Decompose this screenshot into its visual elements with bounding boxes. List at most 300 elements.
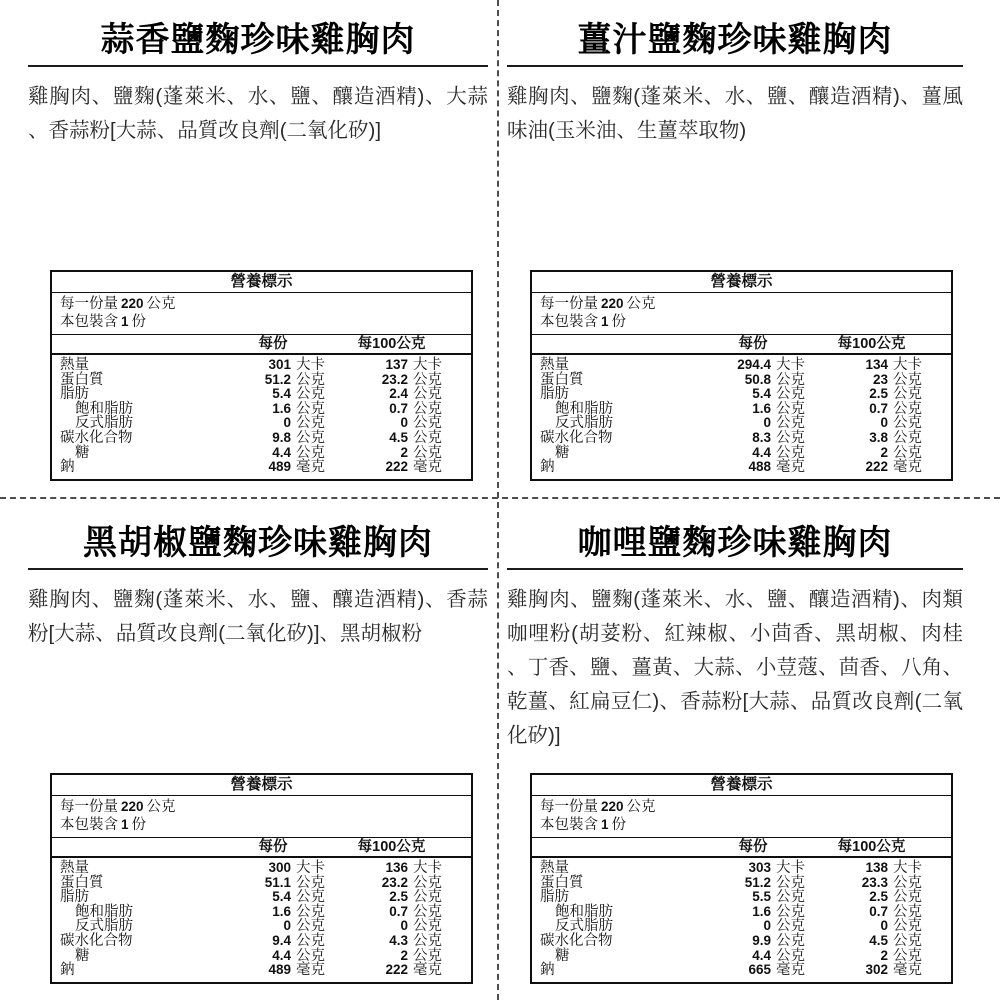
nutrient-label: 糖 — [75, 444, 90, 461]
value-unit: 公克 — [296, 386, 325, 403]
horizontal-divider — [0, 497, 1000, 499]
nutrient-label: 飽和脂肪 — [75, 400, 133, 417]
nutrition-row-calories — [52, 861, 471, 876]
servings-per-pack-unit: 份 — [611, 314, 627, 330]
value-unit: 公克 — [893, 415, 922, 432]
value-unit: 公克 — [776, 947, 805, 964]
value-per-serving — [692, 446, 812, 461]
value-number: 0 — [880, 918, 888, 934]
value-unit: 公克 — [413, 415, 442, 432]
nutrition-row-protein — [52, 876, 471, 891]
value-unit: 公克 — [296, 947, 325, 964]
value-number: 136 — [385, 860, 408, 875]
value-number: 51.1 — [264, 874, 291, 890]
value-number: 0 — [400, 918, 408, 934]
value-number: 138 — [865, 860, 888, 875]
value-number: 23.2 — [381, 371, 408, 387]
nutrition-row-sodium — [532, 963, 951, 978]
value-unit: 公克 — [893, 903, 922, 920]
value-per-100g — [332, 949, 471, 964]
value-per-serving — [212, 460, 332, 475]
value-number: 4.4 — [272, 444, 291, 460]
value-number: 2 — [400, 947, 408, 963]
value-per-serving — [212, 431, 332, 446]
nutrient-label: 蛋白質 — [540, 371, 584, 388]
value-unit: 公克 — [296, 874, 325, 891]
value-unit: 公克 — [413, 889, 442, 906]
value-unit: 公克 — [413, 444, 442, 461]
value-number: 222 — [865, 459, 888, 475]
value-unit: 公克 — [893, 400, 922, 417]
value-number: 303 — [748, 860, 771, 875]
value-unit: 公克 — [296, 903, 325, 920]
value-unit: 公克 — [776, 444, 805, 461]
nutrient-label: 蛋白質 — [60, 874, 104, 891]
value-number: 0 — [763, 918, 771, 934]
value-unit: 公克 — [893, 371, 922, 388]
value-unit: 公克 — [776, 400, 805, 417]
value-number: 9.9 — [752, 932, 771, 948]
value-per-serving — [692, 890, 812, 905]
nutrition-row-trans-fat — [532, 919, 951, 934]
value-unit: 公克 — [893, 386, 922, 403]
value-per-serving — [212, 934, 332, 949]
column-header-per-100g: 每100公克 — [357, 839, 426, 855]
nutrition-row-sugar — [532, 446, 951, 461]
servings-per-pack-line — [540, 816, 951, 834]
nutrient-label: 蛋白質 — [60, 371, 104, 388]
value-number: 0 — [880, 415, 888, 431]
nutrition-row-calories — [52, 358, 471, 373]
nutrition-table — [530, 270, 953, 481]
value-number: 0 — [283, 415, 291, 431]
value-number: 0.7 — [389, 400, 408, 416]
serving-info — [532, 796, 951, 838]
value-number: 23.3 — [861, 874, 888, 890]
value-per-100g — [812, 861, 951, 876]
serving-size-unit: 公克 — [146, 296, 176, 312]
value-unit: 毫克 — [893, 459, 922, 476]
value-unit: 毫克 — [413, 459, 442, 476]
value-per-serving — [692, 416, 812, 431]
nutrition-row-sugar — [52, 446, 471, 461]
value-number: 294.4 — [737, 357, 771, 372]
value-unit: 公克 — [413, 400, 442, 417]
value-unit: 公克 — [296, 932, 325, 949]
servings-per-pack-label: 本包裝含 — [60, 817, 118, 833]
nutrient-label: 反式脂肪 — [75, 918, 133, 935]
product-title: 咖哩鹽麴珍味雞胸肉 — [577, 524, 893, 562]
servings-per-pack-line — [60, 313, 471, 331]
value-unit: 公克 — [893, 429, 922, 446]
nutrition-row-sodium — [532, 460, 951, 475]
nutrient-label: 碳水化合物 — [540, 429, 613, 446]
value-per-serving — [692, 934, 812, 949]
nutrition-row-carbohydrate — [532, 431, 951, 446]
value-number: 51.2 — [744, 874, 771, 890]
serving-size-line — [60, 295, 471, 313]
column-header-per-serving: 每份 — [258, 336, 288, 352]
value-number: 1.6 — [752, 903, 771, 919]
value-per-serving — [212, 373, 332, 388]
value-number: 4.4 — [752, 444, 771, 460]
nutrition-row-protein — [532, 373, 951, 388]
nutrient-label: 碳水化合物 — [60, 429, 133, 446]
value-number: 489 — [268, 962, 291, 978]
value-number: 489 — [268, 459, 291, 475]
value-unit: 公克 — [413, 903, 442, 920]
ingredients-text: 雞胸肉、鹽麴(蓬萊米、水、鹽、釀造酒精)、肉類咖哩粉(胡荽粉、紅辣椒、小茴香、黑胡椒、肉桂、丁香、鹽、薑黃、大蒜、小荳蔻、茴香、八角、乾薑、紅扁豆仁)、香蒜粉[大蒜、品質改良劑(二氧化矽)] — [507, 588, 963, 747]
column-header-spacer — [52, 838, 214, 856]
value-unit: 毫克 — [776, 459, 805, 476]
value-unit: 公克 — [893, 874, 922, 891]
value-number: 488 — [748, 459, 771, 475]
value-per-serving — [212, 890, 332, 905]
column-header-row — [532, 838, 951, 858]
value-unit: 公克 — [893, 444, 922, 461]
value-per-100g — [332, 890, 471, 905]
value-per-100g — [332, 876, 471, 891]
value-unit: 公克 — [296, 371, 325, 388]
nutrient-label: 鈉 — [60, 459, 75, 476]
nutrition-row-carbohydrate — [52, 934, 471, 949]
column-header-row — [52, 335, 471, 355]
nutrition-table-title: 營養標示 — [532, 775, 951, 796]
value-number: 1.6 — [272, 400, 291, 416]
value-unit: 公克 — [413, 386, 442, 403]
product-title: 蒜香鹽麴珍味雞胸肉 — [100, 21, 416, 59]
product-card-content — [0, 523, 497, 651]
nutrition-row-carbohydrate — [52, 431, 471, 446]
value-number: 2 — [880, 947, 888, 963]
serving-size-value: 220 — [121, 799, 144, 814]
nutrition-table — [50, 270, 473, 481]
column-header-per-serving: 每份 — [738, 839, 768, 855]
nutrient-label: 飽和脂肪 — [555, 903, 613, 920]
nutrient-label: 飽和脂肪 — [555, 400, 613, 417]
nutrient-label: 碳水化合物 — [60, 932, 133, 949]
value-per-serving — [692, 876, 812, 891]
value-per-serving — [692, 460, 812, 475]
servings-per-pack-line — [540, 313, 951, 331]
value-number: 4.3 — [389, 932, 408, 948]
product-card-content — [0, 20, 497, 148]
value-number: 4.4 — [272, 947, 291, 963]
value-number: 5.5 — [752, 889, 771, 905]
value-unit: 公克 — [413, 371, 442, 388]
serving-size-unit: 公克 — [626, 296, 656, 312]
nutrition-row-fat — [532, 387, 951, 402]
nutrient-label: 碳水化合物 — [540, 932, 613, 949]
value-per-100g — [332, 919, 471, 934]
column-header-per-100g: 每100公克 — [837, 336, 906, 352]
value-per-serving — [692, 431, 812, 446]
value-per-100g — [812, 446, 951, 461]
value-unit: 公克 — [893, 889, 922, 906]
value-per-100g — [332, 373, 471, 388]
nutrient-label: 脂肪 — [540, 386, 569, 403]
column-header-row — [52, 838, 471, 858]
value-number: 2 — [880, 444, 888, 460]
nutrient-label: 熱量 — [540, 357, 569, 373]
value-unit: 大卡 — [776, 860, 805, 876]
nutrient-label: 糖 — [75, 947, 90, 964]
value-number: 2.5 — [869, 386, 888, 402]
column-header-per-serving: 每份 — [258, 839, 288, 855]
value-per-100g — [812, 387, 951, 402]
value-unit: 公克 — [893, 947, 922, 964]
product-card-ginger — [503, 0, 1000, 497]
nutrition-rows — [52, 355, 471, 479]
servings-per-pack-unit: 份 — [131, 817, 147, 833]
value-number: 9.4 — [272, 932, 291, 948]
serving-size-line — [540, 295, 951, 313]
value-unit: 公克 — [776, 371, 805, 388]
nutrition-row-sodium — [52, 460, 471, 475]
value-unit: 公克 — [413, 932, 442, 949]
nutrient-label: 反式脂肪 — [555, 918, 613, 935]
nutrition-row-trans-fat — [532, 416, 951, 431]
value-unit: 毫克 — [776, 962, 805, 979]
value-per-100g — [332, 861, 471, 876]
nutrient-label: 鈉 — [540, 962, 555, 979]
value-per-serving — [212, 416, 332, 431]
value-unit: 公克 — [296, 918, 325, 935]
value-unit: 公克 — [776, 918, 805, 935]
value-number: 137 — [385, 357, 408, 372]
product-card-garlic — [0, 0, 497, 497]
value-per-100g — [812, 919, 951, 934]
value-per-100g — [332, 416, 471, 431]
servings-per-pack-label: 本包裝含 — [540, 314, 598, 330]
value-per-serving — [692, 949, 812, 964]
value-number: 50.8 — [744, 371, 771, 387]
value-number: 222 — [385, 962, 408, 978]
serving-size-unit: 公克 — [146, 799, 176, 815]
nutrient-label: 糖 — [555, 947, 570, 964]
value-unit: 大卡 — [413, 860, 442, 876]
value-unit: 公克 — [776, 889, 805, 906]
nutrition-table — [50, 773, 473, 984]
value-number: 5.4 — [272, 386, 291, 402]
serving-size-line — [540, 798, 951, 816]
value-per-serving — [212, 963, 332, 978]
column-header-row — [532, 335, 951, 355]
serving-size-line — [60, 798, 471, 816]
value-number: 301 — [268, 357, 291, 372]
value-unit: 大卡 — [413, 357, 442, 373]
value-unit: 公克 — [296, 429, 325, 446]
value-unit: 公克 — [296, 400, 325, 417]
nutrient-label: 熱量 — [540, 860, 569, 876]
title-underline — [28, 568, 488, 570]
value-per-serving — [692, 861, 812, 876]
value-number: 4.5 — [869, 932, 888, 948]
value-per-100g — [332, 905, 471, 920]
value-per-100g — [812, 876, 951, 891]
value-number: 300 — [268, 860, 291, 875]
column-header-spacer — [52, 335, 214, 353]
value-number: 1.6 — [272, 903, 291, 919]
value-unit: 公克 — [776, 932, 805, 949]
nutrition-table-title: 營養標示 — [52, 775, 471, 796]
nutrient-label: 脂肪 — [540, 889, 569, 906]
servings-per-pack-unit: 份 — [131, 314, 147, 330]
serving-size-label: 每一份量 — [60, 296, 118, 312]
value-number: 2 — [400, 444, 408, 460]
value-number: 5.4 — [272, 889, 291, 905]
value-per-serving — [212, 446, 332, 461]
value-per-100g — [812, 905, 951, 920]
value-per-100g — [332, 431, 471, 446]
value-per-serving — [212, 358, 332, 373]
value-number: 1.6 — [752, 400, 771, 416]
nutrient-label: 熱量 — [60, 860, 89, 876]
product-card-curry — [503, 503, 1000, 1000]
value-unit: 公克 — [776, 429, 805, 446]
value-unit: 公克 — [413, 874, 442, 891]
nutrition-row-fat — [532, 890, 951, 905]
value-unit: 公克 — [296, 444, 325, 461]
value-number: 23 — [872, 371, 888, 387]
value-number: 222 — [385, 459, 408, 475]
value-per-100g — [332, 963, 471, 978]
servings-per-pack-label: 本包裝含 — [540, 817, 598, 833]
value-per-100g — [812, 358, 951, 373]
value-number: 8.3 — [752, 429, 771, 445]
value-per-serving — [212, 919, 332, 934]
nutrition-row-trans-fat — [52, 416, 471, 431]
value-number: 3.8 — [869, 429, 888, 445]
value-number: 0.7 — [389, 903, 408, 919]
value-unit: 大卡 — [776, 357, 805, 373]
nutrient-label: 熱量 — [60, 357, 89, 373]
nutrition-rows — [532, 355, 951, 479]
value-number: 0 — [763, 415, 771, 431]
value-unit: 毫克 — [893, 962, 922, 979]
nutrition-row-sugar — [532, 949, 951, 964]
value-per-serving — [212, 387, 332, 402]
value-unit: 公克 — [893, 932, 922, 949]
servings-per-pack-value: 1 — [601, 314, 609, 329]
value-unit: 毫克 — [413, 962, 442, 979]
serving-size-value: 220 — [601, 799, 624, 814]
nutrition-row-fat — [52, 387, 471, 402]
value-per-100g — [812, 949, 951, 964]
value-per-serving — [692, 919, 812, 934]
nutrient-label: 鈉 — [60, 962, 75, 979]
nutrition-row-protein — [52, 373, 471, 388]
value-per-serving — [692, 963, 812, 978]
value-per-100g — [332, 446, 471, 461]
value-unit: 毫克 — [296, 962, 325, 979]
nutrition-row-protein — [532, 876, 951, 891]
value-number: 0 — [400, 415, 408, 431]
value-unit: 公克 — [893, 918, 922, 935]
nutrient-label: 蛋白質 — [540, 874, 584, 891]
value-number: 665 — [748, 962, 771, 978]
product-card-content — [503, 20, 1000, 148]
value-per-100g — [812, 416, 951, 431]
value-unit: 公克 — [296, 889, 325, 906]
nutrition-row-trans-fat — [52, 919, 471, 934]
value-per-100g — [812, 431, 951, 446]
value-per-100g — [332, 402, 471, 417]
value-per-100g — [812, 460, 951, 475]
value-per-100g — [332, 934, 471, 949]
value-number: 5.4 — [752, 386, 771, 402]
value-unit: 大卡 — [296, 860, 325, 876]
value-unit: 毫克 — [296, 459, 325, 476]
value-unit: 公克 — [413, 947, 442, 964]
title-underline — [28, 65, 488, 67]
value-number: 0 — [283, 918, 291, 934]
serving-info — [52, 796, 471, 838]
value-number: 51.2 — [264, 371, 291, 387]
nutrition-table-title: 營養標示 — [532, 272, 951, 293]
serving-size-label: 每一份量 — [60, 799, 118, 815]
serving-size-value: 220 — [601, 296, 624, 311]
value-number: 4.5 — [389, 429, 408, 445]
serving-size-unit: 公克 — [626, 799, 656, 815]
serving-size-label: 每一份量 — [540, 296, 598, 312]
ingredients-text: 雞胸肉、鹽麴(蓬萊米、水、鹽、釀造酒精)、香蒜粉[大蒜、品質改良劑(二氧化矽)]、黑胡椒粉 — [28, 588, 488, 645]
nutrient-label: 鈉 — [540, 459, 555, 476]
product-title: 黑胡椒鹽麴珍味雞胸肉 — [83, 524, 433, 562]
column-header-spacer — [532, 335, 694, 353]
nutrition-table — [530, 773, 953, 984]
value-number: 9.8 — [272, 429, 291, 445]
value-per-100g — [332, 387, 471, 402]
column-header-per-serving: 每份 — [738, 336, 768, 352]
value-per-serving — [692, 387, 812, 402]
nutrient-label: 脂肪 — [60, 386, 89, 403]
value-unit: 大卡 — [893, 357, 922, 373]
servings-per-pack-value: 1 — [121, 314, 129, 329]
nutrition-table-title: 營養標示 — [52, 272, 471, 293]
value-per-100g — [812, 934, 951, 949]
value-per-100g — [332, 460, 471, 475]
value-unit: 公克 — [776, 874, 805, 891]
nutrition-row-carbohydrate — [532, 934, 951, 949]
nutrition-row-sodium — [52, 963, 471, 978]
value-unit: 公克 — [776, 903, 805, 920]
product-card-content — [503, 523, 1000, 753]
value-unit: 大卡 — [296, 357, 325, 373]
serving-size-label: 每一份量 — [540, 799, 598, 815]
product-card-black-pepper — [0, 503, 497, 1000]
servings-per-pack-value: 1 — [121, 817, 129, 832]
value-per-100g — [812, 373, 951, 388]
column-header-spacer — [532, 838, 694, 856]
value-per-serving — [692, 373, 812, 388]
value-per-serving — [692, 358, 812, 373]
value-number: 134 — [865, 357, 888, 372]
value-number: 0.7 — [869, 903, 888, 919]
servings-per-pack-label: 本包裝含 — [60, 314, 118, 330]
serving-info — [532, 293, 951, 335]
serving-size-value: 220 — [121, 296, 144, 311]
column-header-per-100g: 每100公克 — [837, 839, 906, 855]
value-per-serving — [212, 876, 332, 891]
value-unit: 公克 — [413, 918, 442, 935]
value-per-serving — [212, 949, 332, 964]
product-title: 薑汁鹽麴珍味雞胸肉 — [577, 21, 893, 59]
value-unit: 大卡 — [893, 860, 922, 876]
value-unit: 公克 — [776, 415, 805, 432]
ingredients-text: 雞胸肉、鹽麴(蓬萊米、水、鹽、釀造酒精)、大蒜、香蒜粉[大蒜、品質改良劑(二氧化矽)] — [28, 85, 488, 142]
value-number: 2.5 — [869, 889, 888, 905]
